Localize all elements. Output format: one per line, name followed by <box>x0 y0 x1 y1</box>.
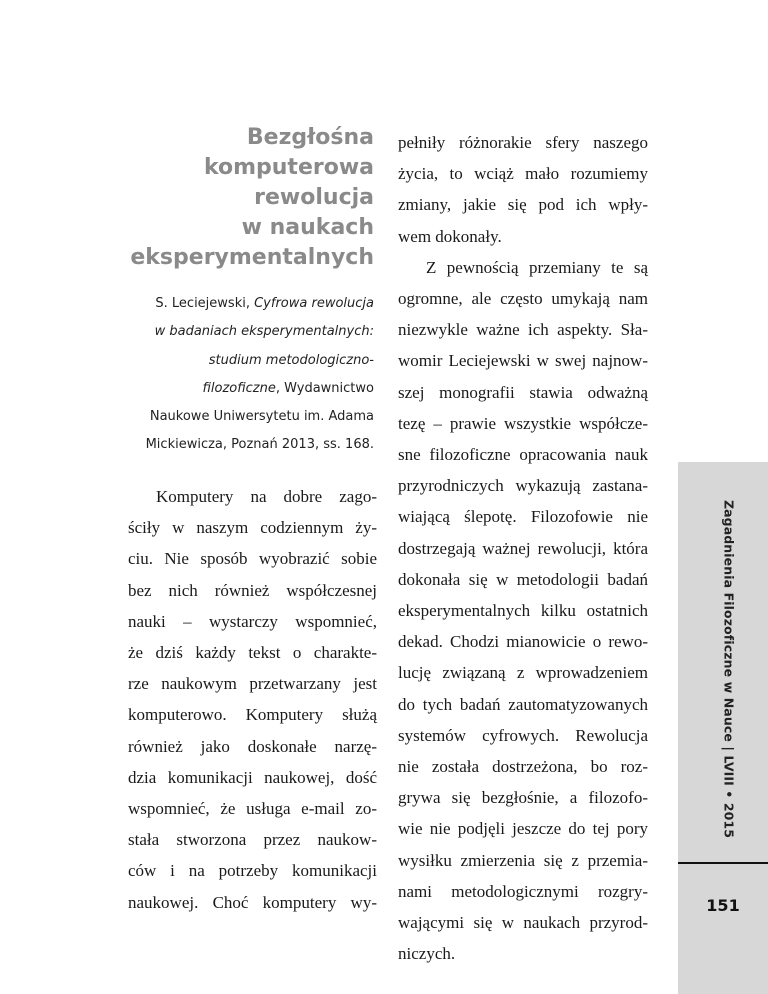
text-line: dzia komunikacji naukowej, dość <box>128 767 377 787</box>
title-line: rewolucja <box>254 185 374 210</box>
text-line: systemów cyfrowych. Rewolucja <box>398 725 648 745</box>
reference-line <box>94 375 374 403</box>
text-line: ciu. Nie sposób wyobrazić sobie <box>128 549 377 569</box>
text-line: eksperymentalnych kilku ostatnich <box>398 601 648 621</box>
title-line: Bezgłośna <box>246 125 374 150</box>
text-line: wiającą ślepotę. Filozofowie nie <box>398 507 648 527</box>
text-line: naukowej. Choć komputery wy- <box>128 892 377 912</box>
text-line: niczych. <box>398 944 456 964</box>
reference-book-title: Cyfrowa rewolucja <box>254 296 374 311</box>
text-line: niezwykle ważne ich aspekty. Sła- <box>398 320 648 340</box>
text-line: sne filozoficzne opracowania nauk <box>398 445 648 465</box>
text-line: dokonała się w metodologii badań <box>398 569 648 589</box>
reference-publisher: , Wydawnictwo <box>275 380 374 396</box>
text-line: wającymi się w naukach przyrod- <box>398 913 648 933</box>
reference-line <box>94 318 374 346</box>
text-line: do tych badań zautomatyzowanych <box>398 694 648 714</box>
text-line: nami metodologicznymi rozgry- <box>398 881 648 901</box>
text-line: womir Leciejewski w swej najnow- <box>398 351 648 371</box>
journal-running-title: Zagadnienia Filozoficzne w Nauce | LVIII • 2015 <box>721 499 737 839</box>
text-line: nie została dostrzeżona, bo roz- <box>398 757 648 777</box>
text-line: Komputery na dobre zago- <box>156 487 377 506</box>
title-line: w naukach <box>241 215 374 240</box>
text-line: że dziś każdy tekst o charakte- <box>128 643 377 663</box>
text-line: stała stworzona przez naukow- <box>128 830 377 850</box>
text-line: bez nich również współczesnej <box>128 580 377 600</box>
text-line: wysiłku zmierzenia się z przemia- <box>398 850 648 870</box>
text-line: również jako doskonałe narzę- <box>128 736 377 756</box>
text-line: zmiany, jakie się pod ich wpły- <box>398 195 648 215</box>
text-line: przyrodniczych wykazują zastana- <box>398 476 648 496</box>
text-line: dostrzegają ważnej rewolucji, która <box>398 538 648 558</box>
review-title <box>74 123 374 273</box>
reference-line: Naukowe Uniwersytetu im. Adama <box>149 409 374 425</box>
text-line: dekad. Chodzi mianowicie o rewo- <box>398 632 648 652</box>
text-line: wie nie podjęli jeszcze do tej pory <box>398 819 648 839</box>
body-column-right <box>398 127 648 969</box>
title-line: komputerowa <box>203 155 374 180</box>
title-line: eksperymentalnych <box>130 245 374 270</box>
text-line: wem dokonały. <box>398 226 502 246</box>
reference-author: S. Leciejewski, <box>155 296 255 311</box>
text-line: Z pewnością przemiany te są <box>426 257 648 277</box>
text-line: ściły w naszym codziennym ży- <box>128 518 377 538</box>
text-line: nauki – wystarczy wspomnieć, <box>128 611 377 631</box>
text-line: wspomnieć, że usługa e-mail zo- <box>128 799 377 819</box>
text-line: pełniły różnorakie sfery naszego <box>398 133 648 152</box>
page-number: 151 <box>706 896 740 915</box>
sidebar-divider <box>678 862 768 864</box>
reference-line <box>94 347 374 375</box>
text-line: życia, to wciąż mało rozumiemy <box>398 164 648 184</box>
text-line: komputerowo. Komputery służą <box>128 705 377 725</box>
text-line: szej monografii stawia odważną <box>398 382 648 402</box>
reference-book-title: studium metodologiczno- <box>208 352 374 368</box>
text-line: tezę – prawie wszystkie współcze- <box>398 413 648 433</box>
text-line: ców i na potrzeby komunikacji <box>128 861 377 881</box>
reference-line: Mickiewicza, Poznań 2013, ss. 168. <box>145 437 374 453</box>
text-line: ogromne, ale często umykają nam <box>398 289 648 309</box>
reference-line <box>94 290 374 318</box>
reference-book-title: filozoficzne <box>202 380 276 396</box>
text-line: grywa się bezgłośnie, a filozofo- <box>398 788 648 808</box>
reference-book-title: w badaniach eksperymentalnych: <box>154 324 374 340</box>
text-line: lucję związaną z wprowadzeniem <box>398 663 648 683</box>
text-line: rze naukowym przetwarzany jest <box>128 674 377 694</box>
body-column-left <box>128 481 377 918</box>
book-reference <box>94 290 374 460</box>
